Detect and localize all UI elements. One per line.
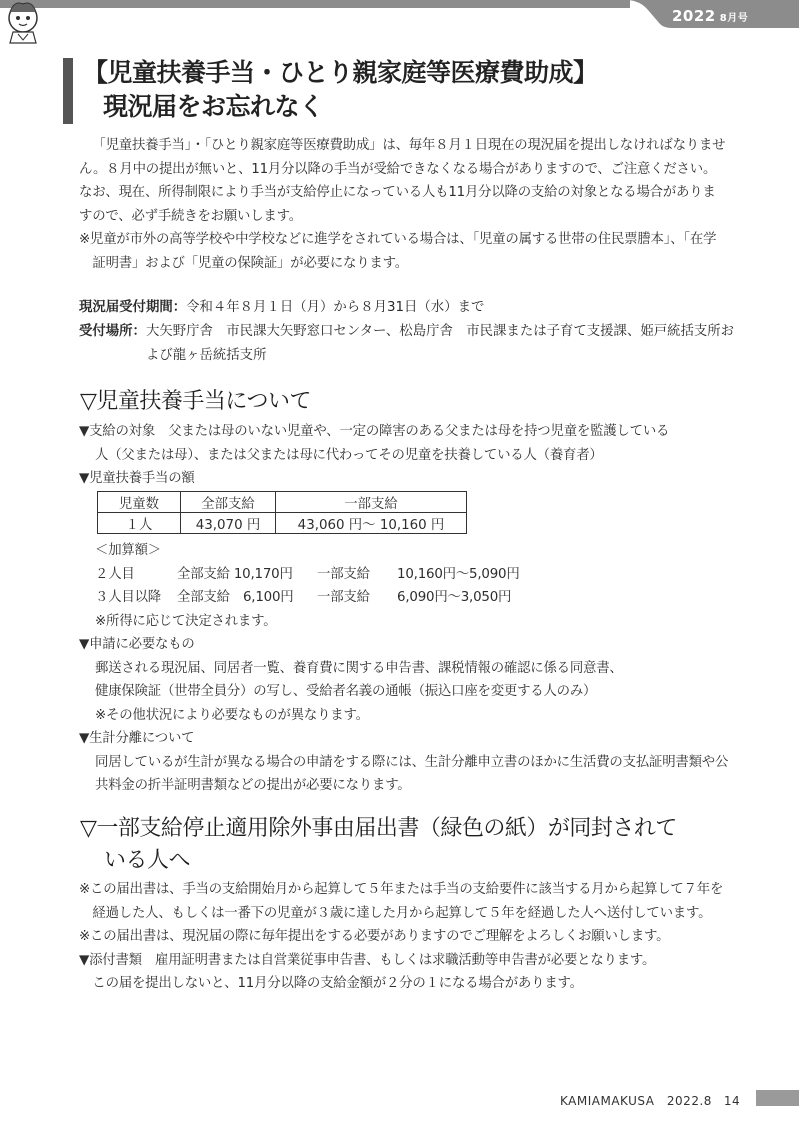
required-docs-line-2: 健康保険証（世帯全員分）の写し、受給者名義の通帳（振込口座を変更する人のみ） — [95, 684, 597, 699]
reception-place-value: 大矢野庁舎 市民課大矢野窓口センター、松島庁舎 市民課または子育て支援課、姫戸統括支所および龍ヶ岳統括支所 — [145, 324, 735, 363]
reception-period-value: 令和４年８月１日（月）から８月31日（水）まで — [186, 300, 485, 315]
addition-label: ＜加算額＞ — [95, 543, 161, 558]
table-cell: 43,070 円 — [181, 513, 276, 534]
required-docs-note: ※その他状況により必要なものが異なります。 — [95, 707, 369, 723]
section2-heading-line-2: いる人へ — [104, 848, 191, 873]
section1-body-bottom — [79, 539, 739, 798]
section2-body — [79, 878, 735, 996]
issue-label — [672, 7, 748, 25]
addition-full: 全部支給 10,170円 — [177, 566, 293, 582]
exemption-note-2: ※この届出書は、現況届の際に毎年提出をする必要がありますのでご理解をよろしくお願いします。 — [79, 929, 670, 944]
reception-period-label: 現況届受付期間： — [79, 300, 187, 315]
addition-part-label: 一部支給 — [317, 590, 370, 605]
addition-part: 10,160円～5,090円 — [397, 566, 520, 582]
reception-period — [79, 296, 739, 320]
table-header-row — [98, 492, 467, 513]
table-row — [98, 513, 467, 534]
addition-note: ※所得に応じて決定されます。 — [95, 613, 277, 629]
section2-heading-line-1: ▽一部支給停止適用除外事由届出書（緑色の紙）が同封されて — [80, 816, 677, 841]
attachment-docs: ▼添付書類 雇用証明書または自営業従事申告書、もしくは求職活動等申告書が必要となります。 — [79, 952, 656, 968]
amount-table — [97, 491, 467, 534]
table-cell: 43,060 円～ 10,160 円 — [276, 513, 467, 534]
title-line-2: 現況届をお忘れなく — [103, 92, 324, 121]
section-heading-child-allowance: ▽児童扶養手当について — [80, 389, 311, 414]
amount-label: ▼児童扶養手当の額 — [79, 471, 195, 486]
separation-text: 同居しているが生計が異なる場合の申請をする際には、生計分離申立書のほかに生活費の支払証明書類や公共料金の折半証明書類などの提出が必要になります。 — [95, 754, 729, 793]
reception-place-label: 受付場所： — [79, 324, 146, 339]
intro-note: ※児童が市外の高等学校や中学校などに進学をされている場合は、「児童の属する世帯の住民票謄本」、「在学証明書」および「児童の保険証」が必要になります。 — [79, 232, 717, 271]
addition-part-label: 一部支給 — [317, 566, 370, 582]
intro-section — [79, 134, 727, 275]
issue-year: 2022 — [672, 7, 716, 25]
eligibility-line-2: 人（父または母）、または父または母に代わってその児童を扶養している人（養育者） — [95, 447, 603, 463]
attachment-warning: この届を提出しないと、11月分以降の支給金額が２分の１になる場合があります。 — [92, 976, 583, 991]
page-title-block — [63, 56, 743, 124]
footer-accent-bar — [756, 1090, 799, 1106]
table-header-cell: 全部支給 — [181, 492, 276, 513]
issue-month: 8月号 — [719, 13, 749, 24]
section-heading-exemption — [80, 813, 677, 877]
exemption-note-1: ※この届出書は、手当の支給開始月から起算して５年または手当の支給要件に該当する月から起算して７年を経過した人、もしくは一番下の児童が３歳に達した月から起算して５年を経過した人へ送付しています。 — [79, 882, 724, 921]
title-accent-bar — [63, 58, 73, 124]
page-title — [83, 56, 743, 124]
required-docs-label: ▼申請に必要なもの — [79, 637, 195, 652]
addition-part: 6,090円～3,050円 — [397, 590, 512, 605]
addition-row — [79, 586, 739, 610]
intro-paragraph: 「児童扶養手当」・「ひとり親家庭等医療費助成」は、毎年８月１日現在の現況届を提出しなければなりません。８月中の提出が無いと、11月分以降の手当が受給できなくなる場合がありますので、ご注意ください。なお、現在、所得制限により手当が支給停止になっている人も11月分以降の支給の対象となる場合がありますので、必ず手続きをお願いします。 — [79, 138, 726, 224]
addition-who: ３人目以降 — [95, 590, 161, 605]
table-header-cell: 児童数 — [98, 492, 181, 513]
table-header-cell: 一部支給 — [276, 492, 467, 513]
table-cell: １人 — [98, 513, 181, 534]
addition-full: 全部支給 6,100円 — [177, 590, 294, 605]
reception-place — [79, 320, 739, 368]
page-footer — [560, 1092, 740, 1109]
page-number: 14 — [723, 1094, 741, 1108]
title-line-1: 【児童扶養手当・ひとり親家庭等医療費助成】 — [83, 58, 598, 87]
separation-label: ▼生計分離について — [79, 731, 195, 746]
mascot-icon — [0, 0, 46, 44]
section1-body-top — [79, 420, 739, 491]
addition-who: ２人目 — [95, 566, 135, 582]
eligibility-line-1: ▼支給の対象 父または母のいない児童や、一定の障害のある父または母を持つ児童を監護している — [79, 424, 670, 439]
header-bar — [0, 0, 799, 30]
required-docs-line-1: 郵送される現況届、同居者一覧、養育費に関する申告書、課税情報の確認に係る同意書、 — [95, 660, 623, 676]
reception-info — [79, 296, 739, 368]
footer-publication: KAMIAMAKUSA 2022.8 — [560, 1094, 712, 1108]
addition-row — [79, 563, 739, 587]
